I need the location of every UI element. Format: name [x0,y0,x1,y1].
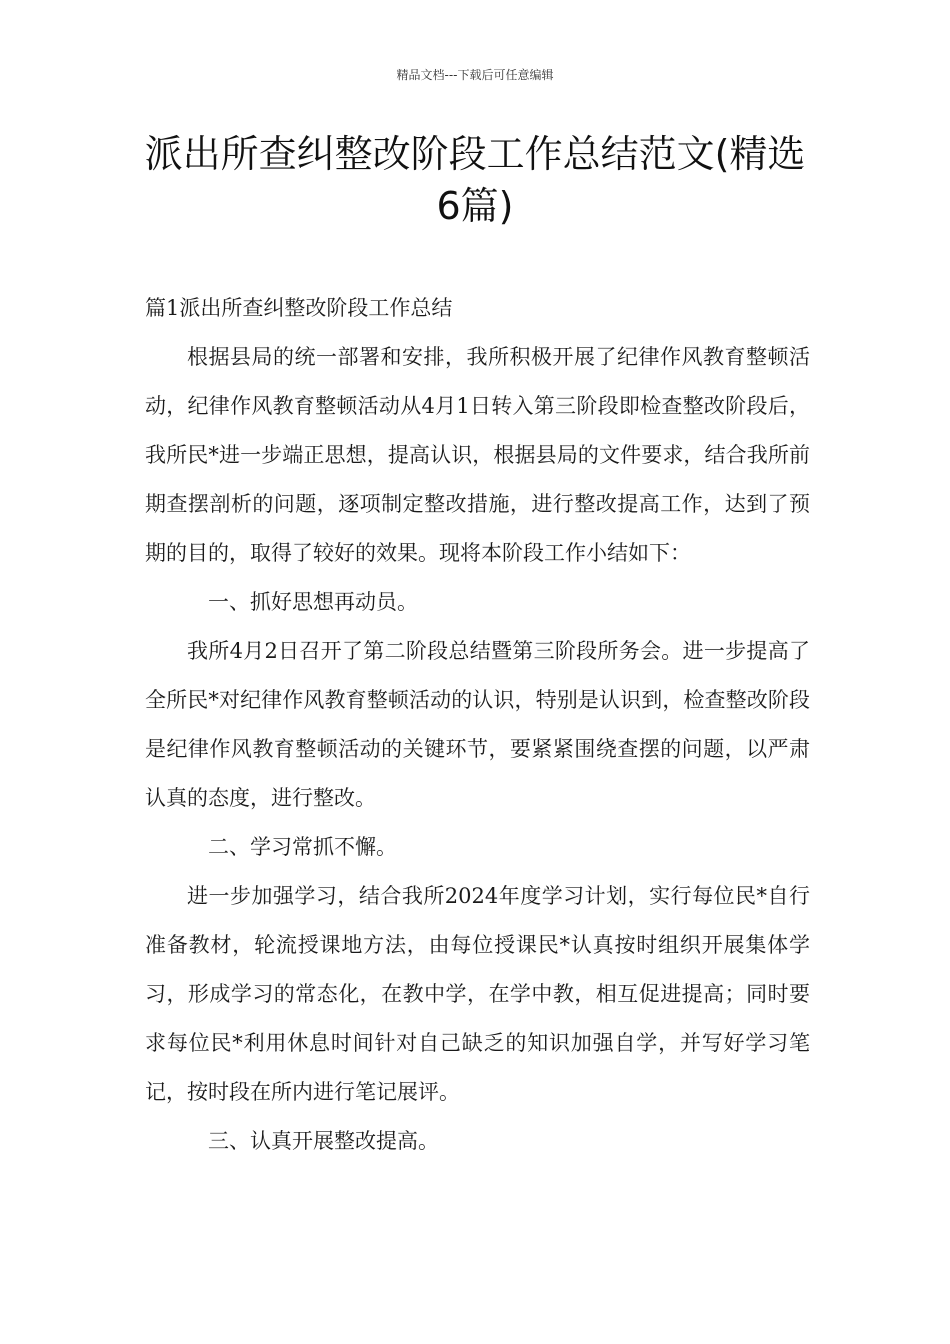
sub-heading-2: 二、学习常抓不懈。 [208,835,397,859]
header-note: 精品文档---下载后可任意编辑 [396,68,554,82]
paragraph-intro: 根据县局的统一部署和安排，我所积极开展了纪律作风教育整顿活动，纪律作风教育整顿活动从4月1日转入第三阶段即检查整改阶段后，我所民*进一步端正思想，提高认识，根据县局的文件要求，结合我所前期查摆剖析的问题，逐项制定整改措施，进行整改提高工作，达到了预期的目的，取得了较好的效果。现将本阶段工作小结如下： [145,345,810,565]
sub-heading-3: 三、认真开展整改提高。 [208,1129,439,1153]
document-title: 派出所查纠整改阶段工作总结范文(精选6篇) [144,132,806,228]
sub-heading-1: 一、抓好思想再动员。 [208,590,418,614]
paragraph-2: 进一步加强学习，结合我所2024年度学习计划，实行每位民*自行准备教材，轮流授课地方法，由每位授课民*认真按时组织开展集体学习，形成学习的常态化，在教中学，在学中教，相互促进提高；同时要求每位民*利用休息时间针对自己缺乏的知识加强自学，并写好学习笔记，按时段在所内进行笔记展评。 [145,884,810,1104]
paragraph-1: 我所4月2日召开了第二阶段总结暨第三阶段所务会。进一步提高了全所民*对纪律作风教育整顿活动的认识，特别是认识到，检查整改阶段是纪律作风教育整顿活动的关键环节，要紧紧围绕查摆的问题，以严肃认真的态度，进行整改。 [145,639,810,810]
section-heading: 篇1派出所查纠整改阶段工作总结 [145,296,453,320]
document-body [145,284,810,1166]
